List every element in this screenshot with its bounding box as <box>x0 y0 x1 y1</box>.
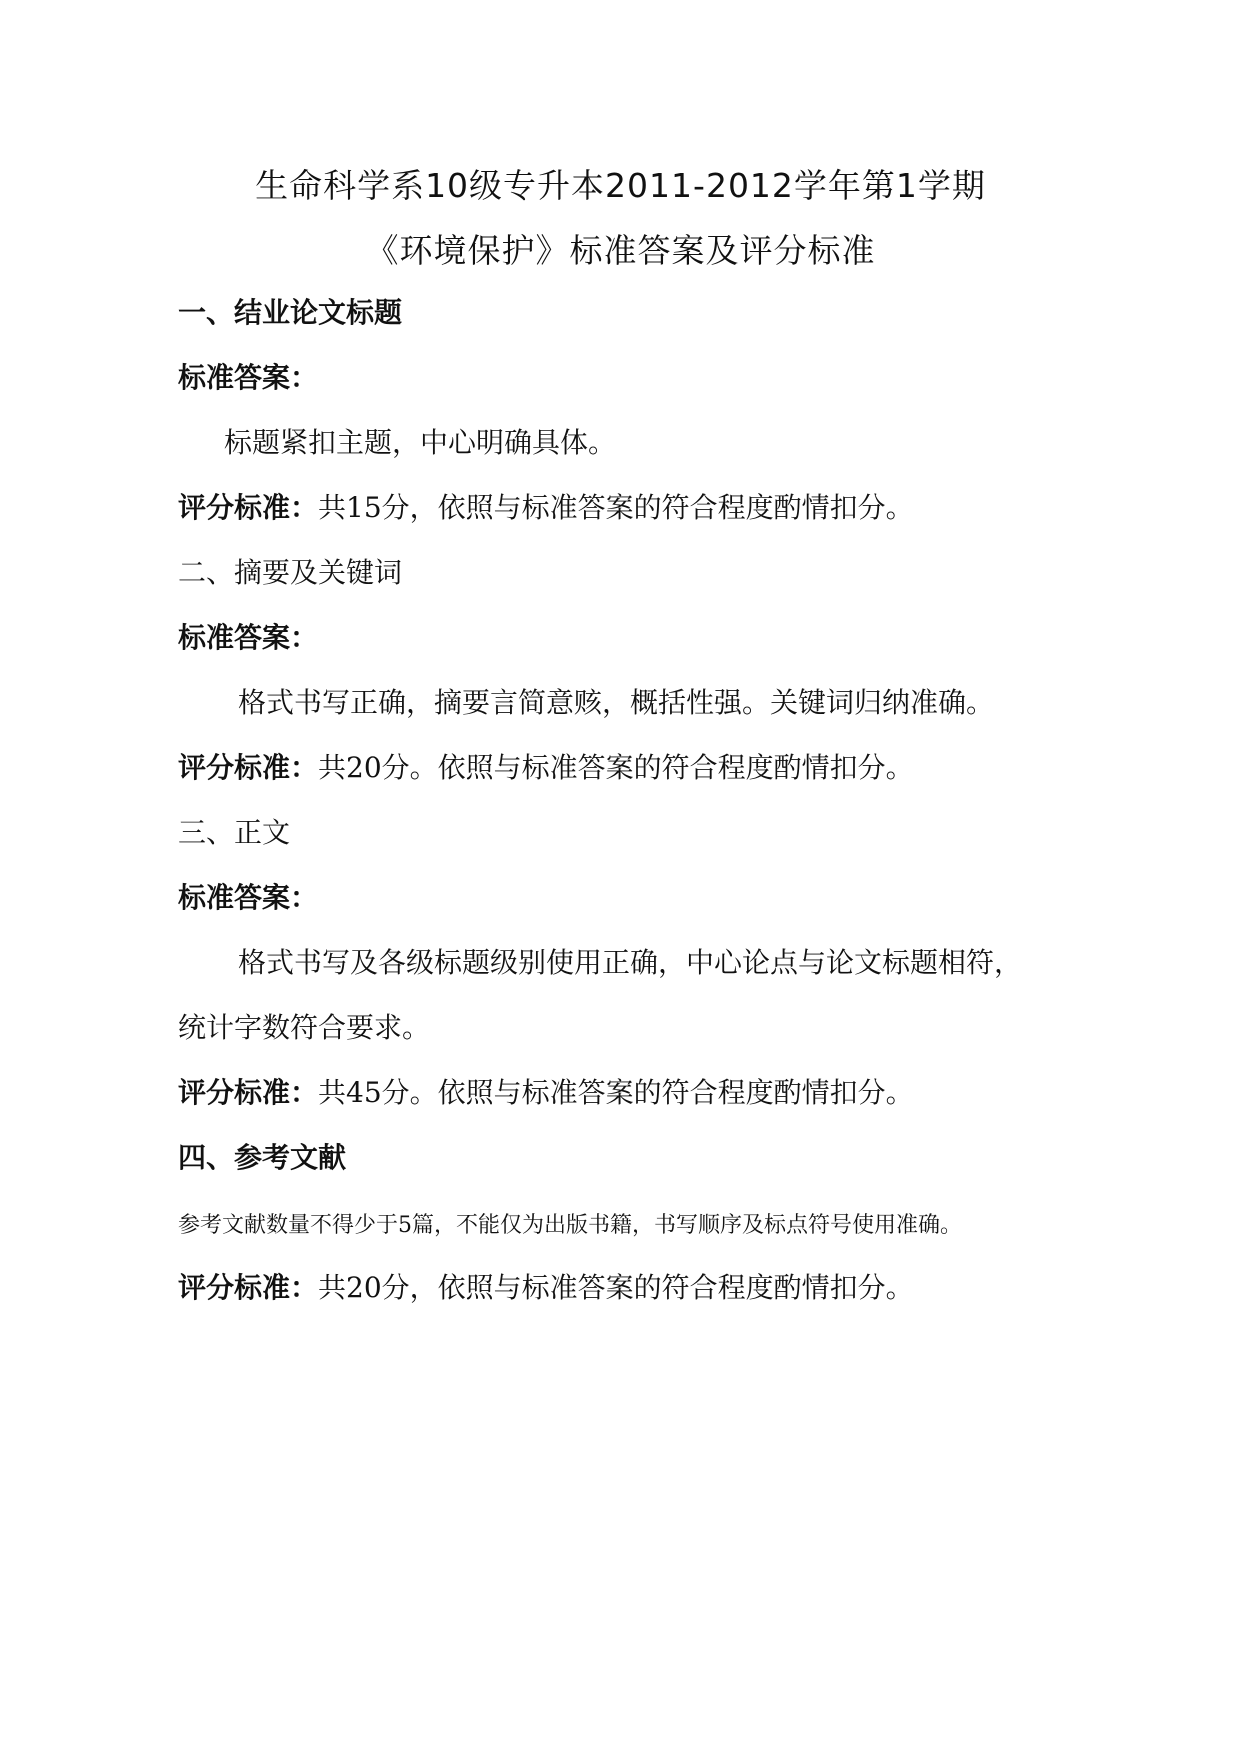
document-title-line2: 《环境保护》标准答案及评分标准 <box>365 231 876 270</box>
section-4-score-text: 共20分，依照与标准答案的符合程度酌情扣分。 <box>318 1271 914 1304</box>
section-3-score <box>178 1076 914 1110</box>
section-1-heading: 一、结业论文标题 <box>178 296 403 329</box>
document-title-line1: 生命科学系10级专升本2011-2012学年第1学期 <box>255 166 986 205</box>
section-1-score <box>178 491 914 525</box>
section-3-answer-label: 标准答案： <box>178 881 319 914</box>
section-3-answer-text-line1: 格式书写及各级标题级别使用正确，中心论点与论文标题相符， <box>238 946 1023 979</box>
section-2-score-label: 评分标准： <box>178 751 319 784</box>
section-1-score-label: 评分标准： <box>178 491 319 524</box>
section-2-answer-label: 标准答案： <box>178 621 319 654</box>
section-4-score <box>178 1271 914 1305</box>
section-1-score-text: 共15分，依照与标准答案的符合程度酌情扣分。 <box>318 491 914 524</box>
section-3-answer-text-line2: 统计字数符合要求。 <box>178 1011 431 1044</box>
section-1-answer-text: 标题紧扣主题，中心明确具体。 <box>224 426 617 459</box>
section-2-score <box>178 751 914 785</box>
section-3-heading: 三、正文 <box>178 816 291 849</box>
section-2-answer-text: 格式书写正确，摘要言简意赅，概括性强。关键词归纳准确。 <box>238 686 995 719</box>
section-2-heading: 二、摘要及关键词 <box>178 556 403 589</box>
section-4-heading: 四、参考文献 <box>178 1141 347 1174</box>
section-3-score-label: 评分标准： <box>178 1076 319 1109</box>
section-1-answer-label: 标准答案： <box>178 361 319 394</box>
section-2-score-text: 共20分。依照与标准答案的符合程度酌情扣分。 <box>318 751 914 784</box>
section-3-score-text: 共45分。依照与标准答案的符合程度酌情扣分。 <box>318 1076 914 1109</box>
section-4-score-label: 评分标准： <box>178 1271 319 1304</box>
section-4-answer-text: 参考文献数量不得少于5篇，不能仅为出版书籍，书写顺序及标点符号使用准确。 <box>178 1213 962 1238</box>
